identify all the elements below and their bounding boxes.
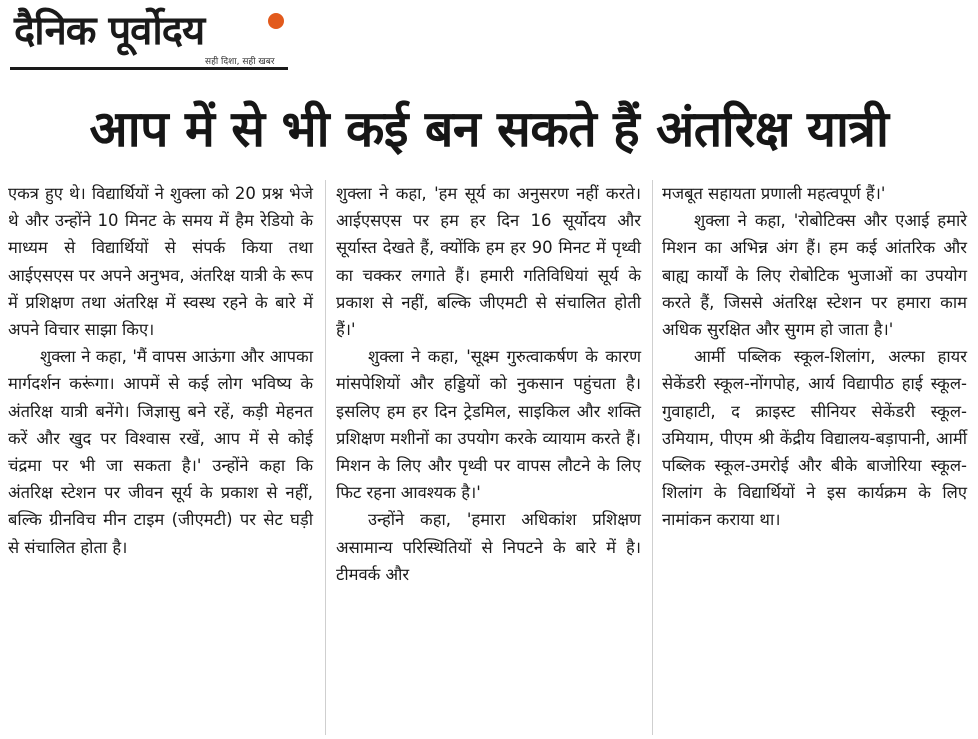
masthead-rule	[10, 67, 288, 70]
newspaper-name: दैनिक पूर्वोदय	[14, 8, 205, 54]
column-divider	[325, 180, 326, 735]
article-column-2	[336, 180, 641, 588]
column-divider	[652, 180, 653, 735]
paragraph: मजबूत सहायता प्रणाली महत्वपूर्ण हैं।'	[662, 184, 886, 203]
masthead	[10, 4, 300, 74]
paragraph: उन्होंने कहा, 'हमारा अधिकांश प्रशिक्षण असामान्य परिस्थितियों से निपटने के बारे में है। टीमवर्क और	[336, 510, 641, 584]
newspaper-tagline: सही दिशा, सही खबर	[205, 57, 275, 67]
article-headline: आप में से भी कई बन सकते हैं अंतरिक्ष यात्री	[89, 100, 889, 158]
paragraph: शुक्ला ने कहा, 'रोबोटिक्स और एआई हमारे मिशन का अभिन्न अंग हैं। हम कई आंतरिक और बाह्य कार्यों के लिए रोबोटिक भुजाओं का उपयोग करते हैं, जिससे अंतरिक्ष स्टेशन पर हमारा काम अधिक सुरक्षित और सुगम हो जाता है।'	[662, 211, 967, 340]
paragraph: शुक्ला ने कहा, 'हम सूर्य का अनुसरण नहीं करते। आईएसएस पर हम हर दिन 16 सूर्योदय और सूर्यास्त देखते हैं, क्योंकि हम हर 90 मिनट में पृथ्वी का चक्कर लगाते हैं। हमारी गतिविधियां सूर्य के प्रकाश से नहीं, बल्कि जीएमटी से संचालित होती हैं।'	[336, 184, 641, 340]
article-column-3	[662, 180, 967, 534]
article-column-1	[8, 180, 313, 561]
paragraph: शुक्ला ने कहा, 'सूक्ष्म गुरुत्वाकर्षण के कारण मांसपेशियों और हड्डियों को नुकसान पहुंचता है। इसलिए हम हर दिन ट्रेडमिल, साइकिल और शक्ति प्रशिक्षण मशीनों का उपयोग करके व्यायाम करते हैं। मिशन के लिए और पृथ्वी पर वापस लौटने के लिए फिट रहना आवश्यक है।'	[336, 347, 641, 503]
paragraph: एकत्र हुए थे। विद्यार्थियों ने शुक्ला को 20 प्रश्न भेजे थे और उन्होंने 10 मिनट के समय में हैम रेडियो के माध्यम से विद्यार्थियों से संपर्क किया तथा आईएसएस पर अपने अनुभव, अंतरिक्ष यात्री के रूप में प्रशिक्षण तथा अंतरिक्ष में स्वस्थ रहने के बारे में अपने विचार साझा किए।	[8, 184, 313, 340]
paragraph: आर्मी पब्लिक स्कूल-शिलांग, अल्फा हायर सेकेंडरी स्कूल-नोंगपोह, आर्य विद्यापीठ हाई स्कूल-गुवाहाटी, द क्राइस्ट सीनियर सेकेंडरी स्कूल-उमियाम, पीएम श्री केंद्रीय विद्यालय-बड़ापानी, आर्मी पब्लिक स्कूल-उमरोई और बीके बाजोरिया स्कूल-शिलांग के विद्यार्थियों ने इस कार्यक्रम के लिए नामांकन कराया था।	[662, 347, 967, 530]
paragraph: शुक्ला ने कहा, 'मैं वापस आऊंगा और आपका मार्गदर्शन करूंगा। आपमें से कई लोग भविष्य के अंतरिक्ष यात्री बनेंगे। जिज्ञासु बने रहें, कड़ी मेहनत करें और खुद पर विश्वास रखें, आप में से कोई चंद्रमा पर भी जा सकता है।' उन्होंने कहा कि अंतरिक्ष स्टेशन पर जीवन सूर्य के प्रकाश से नहीं, बल्कि ग्रीनविच मीन टाइम (जीएमटी) पर सेट घड़ी से संचालित होता है।	[8, 347, 313, 557]
logo-dot-icon	[268, 13, 284, 29]
